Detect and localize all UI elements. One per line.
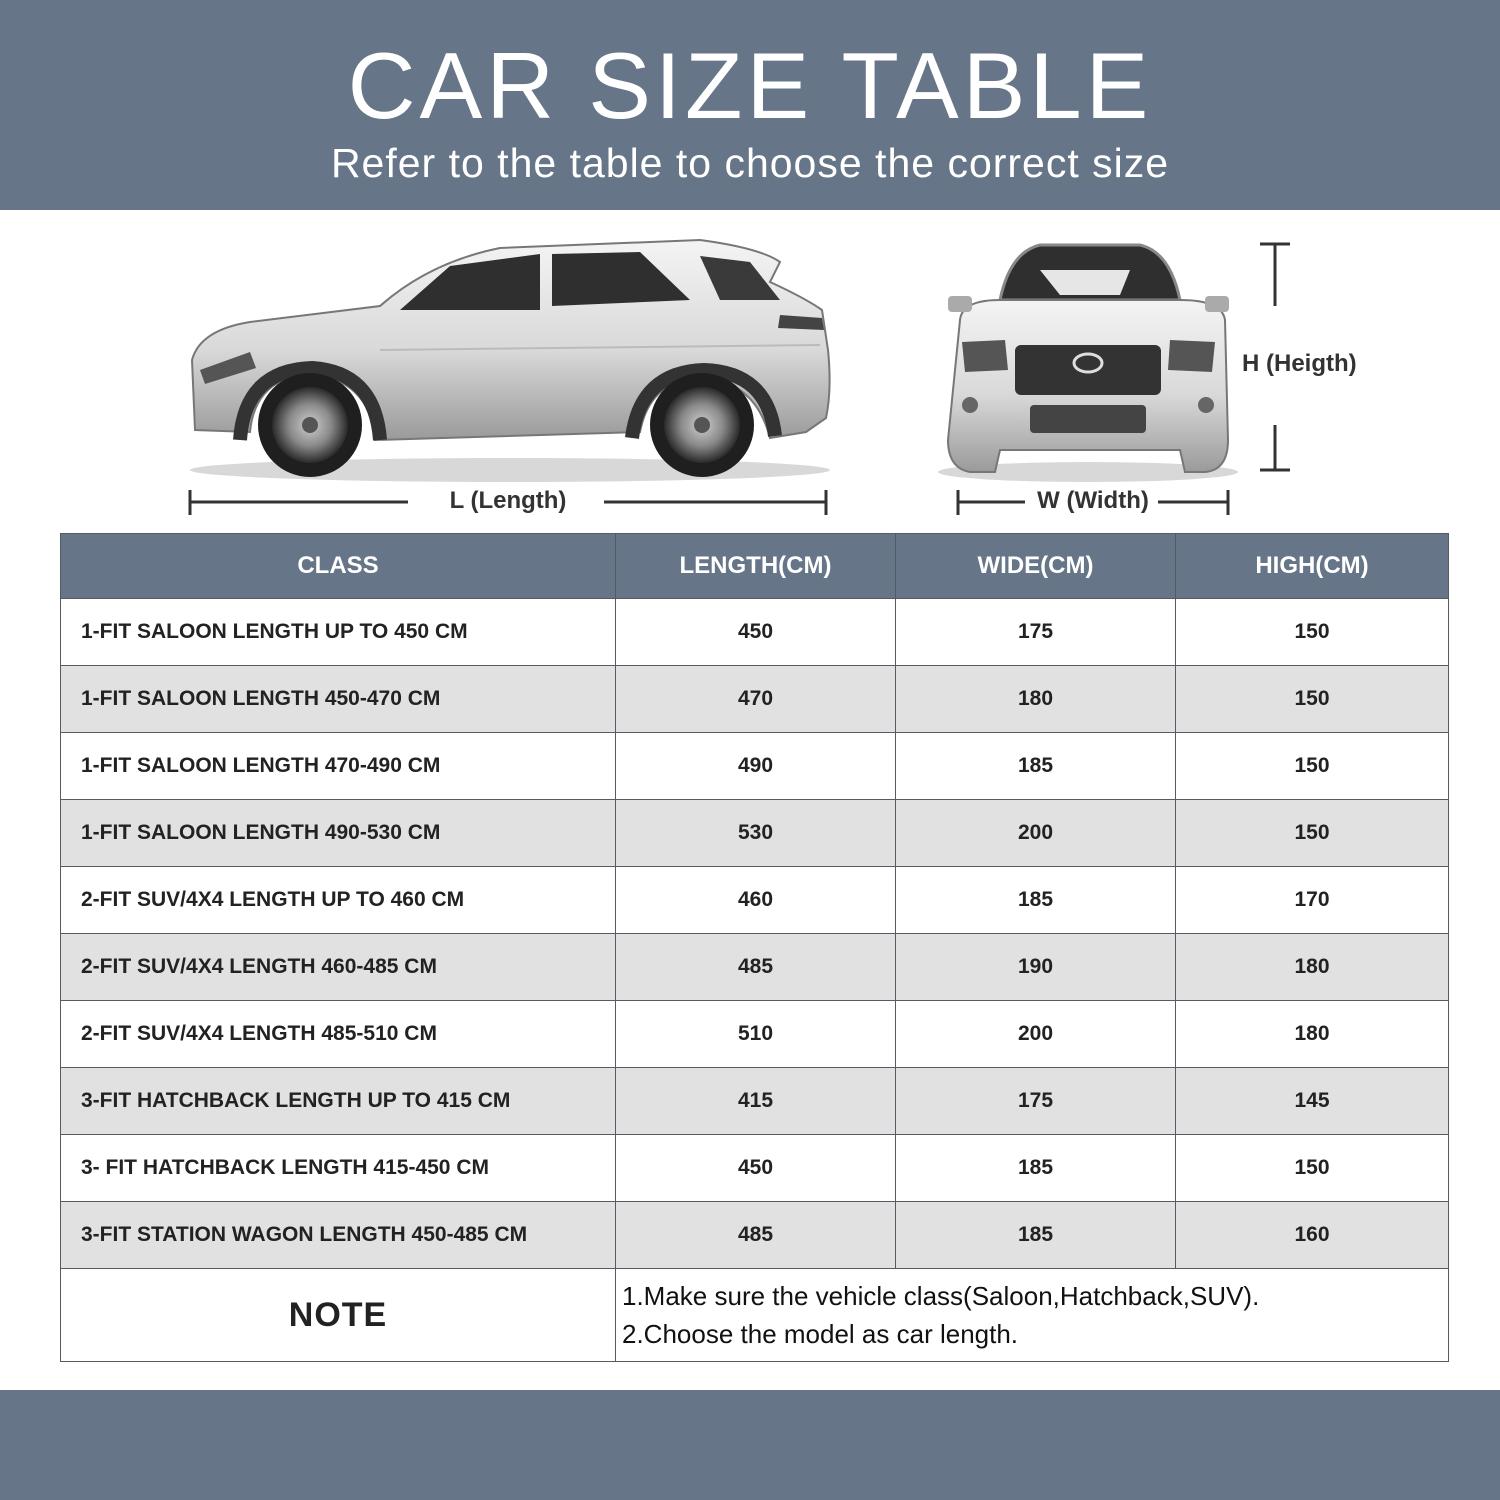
cell-length: 485 xyxy=(616,934,896,1001)
cell-length: 415 xyxy=(616,1068,896,1135)
cell-length: 485 xyxy=(616,1202,896,1269)
cell-wide: 185 xyxy=(896,1202,1176,1269)
cell-length: 510 xyxy=(616,1001,896,1068)
note-text xyxy=(616,1269,1449,1362)
cell-length: 530 xyxy=(616,800,896,867)
cell-wide: 185 xyxy=(896,1135,1176,1202)
note-label: NOTE xyxy=(61,1269,616,1362)
col-header-wide: WIDE(CM) xyxy=(896,534,1176,599)
table-row xyxy=(61,934,1449,1001)
table-row xyxy=(61,1068,1449,1135)
cell-high: 145 xyxy=(1176,1068,1449,1135)
col-header-high: HIGH(CM) xyxy=(1176,534,1449,599)
table-row xyxy=(61,599,1449,666)
car-side-view xyxy=(190,240,830,482)
cell-class: 1-FIT SALOON LENGTH 450-470 CM xyxy=(61,666,616,733)
cell-wide: 200 xyxy=(896,1001,1176,1068)
cell-length: 450 xyxy=(616,1135,896,1202)
table-row xyxy=(61,666,1449,733)
width-label: W (Width) xyxy=(1037,487,1149,514)
length-dimension xyxy=(190,487,826,515)
height-label: H (Heigth) xyxy=(1242,350,1357,377)
cell-high: 150 xyxy=(1176,666,1449,733)
table-row xyxy=(61,867,1449,934)
table-row xyxy=(61,1001,1449,1068)
cell-length: 490 xyxy=(616,733,896,800)
cell-wide: 200 xyxy=(896,800,1176,867)
length-label: L (Length) xyxy=(449,487,567,514)
table-row xyxy=(61,800,1449,867)
car-illustration xyxy=(0,210,1500,530)
footer-band xyxy=(0,1390,1500,1500)
table-row xyxy=(61,1202,1449,1269)
cell-class: 3- FIT HATCHBACK LENGTH 415-450 CM xyxy=(61,1135,616,1202)
col-header-length: LENGTH(CM) xyxy=(616,534,896,599)
note-line-1: 1.Make sure the vehicle class(Saloon,Hatchback,SUV). xyxy=(622,1281,1260,1311)
width-dimension xyxy=(958,487,1228,515)
cell-class: 3-FIT HATCHBACK LENGTH UP TO 415 CM xyxy=(61,1068,616,1135)
height-dimension xyxy=(1242,244,1357,470)
cell-class: 2-FIT SUV/4X4 LENGTH 460-485 CM xyxy=(61,934,616,1001)
cell-high: 160 xyxy=(1176,1202,1449,1269)
cell-class: 3-FIT STATION WAGON LENGTH 450-485 CM xyxy=(61,1202,616,1269)
cell-high: 170 xyxy=(1176,867,1449,934)
cell-wide: 185 xyxy=(896,733,1176,800)
cell-length: 450 xyxy=(616,599,896,666)
header-banner xyxy=(0,0,1500,210)
page-subtitle: Refer to the table to choose the correct size xyxy=(330,140,1170,186)
cell-length: 470 xyxy=(616,666,896,733)
cell-wide: 175 xyxy=(896,1068,1176,1135)
cell-class: 1-FIT SALOON LENGTH 490-530 CM xyxy=(61,800,616,867)
cell-high: 180 xyxy=(1176,1001,1449,1068)
car-front-view xyxy=(938,245,1238,482)
cell-high: 150 xyxy=(1176,733,1449,800)
cell-class: 2-FIT SUV/4X4 LENGTH 485-510 CM xyxy=(61,1001,616,1068)
cell-high: 180 xyxy=(1176,934,1449,1001)
cell-class: 1-FIT SALOON LENGTH UP TO 450 CM xyxy=(61,599,616,666)
note-row xyxy=(61,1269,1449,1362)
note-line-2: 2.Choose the model as car length. xyxy=(622,1319,1019,1349)
table-header-row xyxy=(61,534,1449,599)
cell-wide: 180 xyxy=(896,666,1176,733)
cell-high: 150 xyxy=(1176,599,1449,666)
cell-high: 150 xyxy=(1176,800,1449,867)
table-row xyxy=(61,1135,1449,1202)
cell-wide: 185 xyxy=(896,867,1176,934)
cell-length: 460 xyxy=(616,867,896,934)
cell-wide: 175 xyxy=(896,599,1176,666)
size-table xyxy=(60,533,1449,1362)
cell-high: 150 xyxy=(1176,1135,1449,1202)
page-title: CAR SIZE TABLE xyxy=(347,33,1153,138)
cell-class: 2-FIT SUV/4X4 LENGTH UP TO 460 CM xyxy=(61,867,616,934)
cell-class: 1-FIT SALOON LENGTH 470-490 CM xyxy=(61,733,616,800)
cell-wide: 190 xyxy=(896,934,1176,1001)
col-header-class: CLASS xyxy=(61,534,616,599)
table-row xyxy=(61,733,1449,800)
